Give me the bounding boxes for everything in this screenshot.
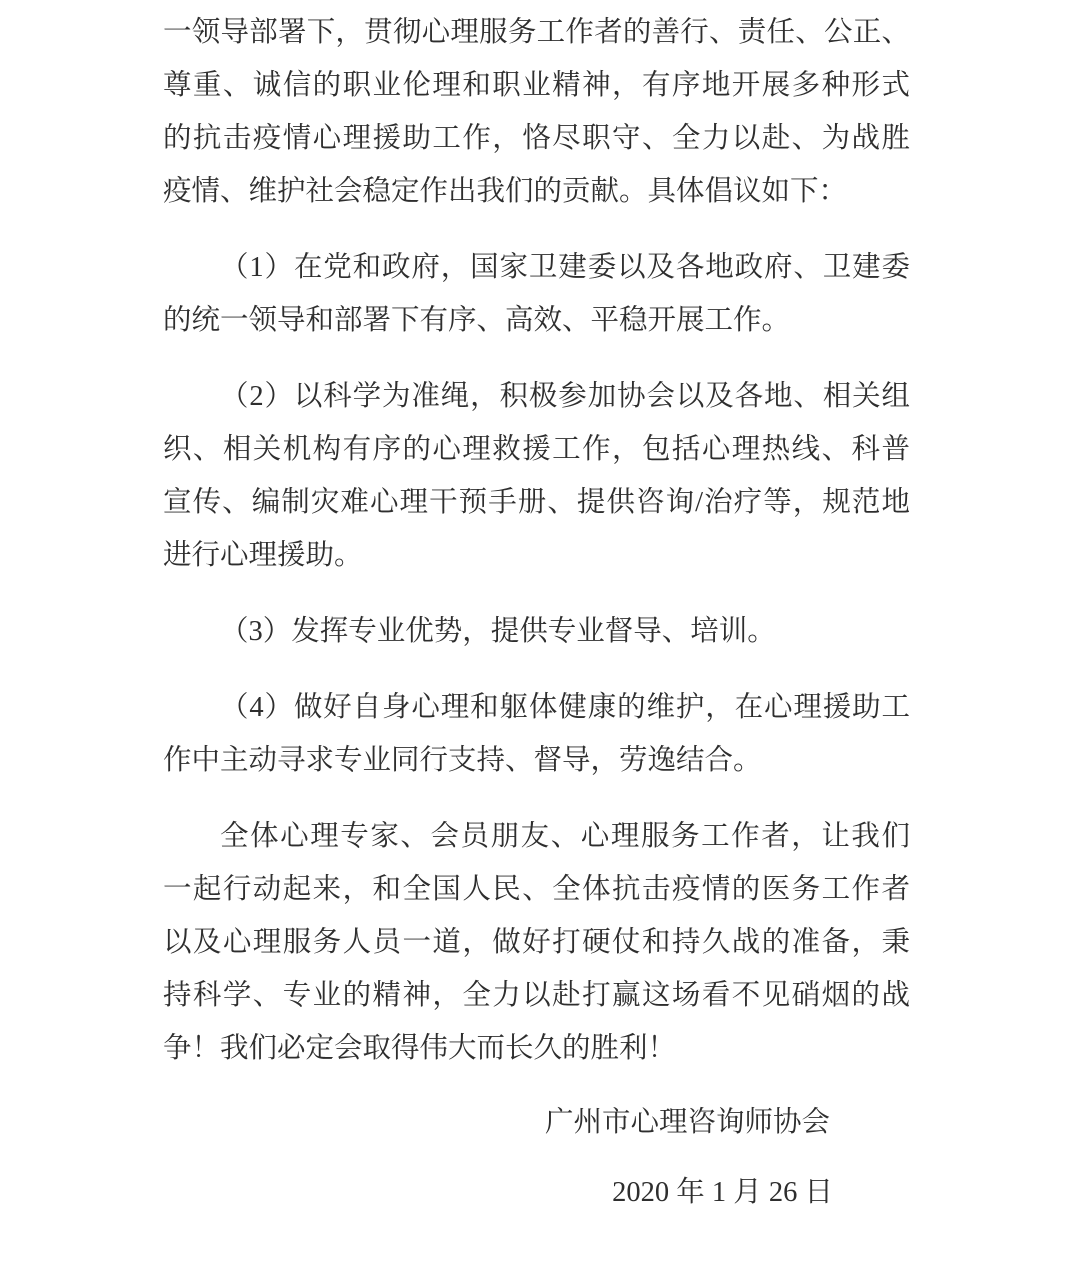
- text-line: 的统一领导和部署下有序、高效、平稳开展工作。: [163, 305, 791, 336]
- paragraph-closing: [163, 810, 910, 1075]
- text-line: 一领导部署下，贯彻心理服务工作者的善行、责任、公正、: [163, 17, 910, 48]
- text-line: 争！我们必定会取得伟大而长久的胜利！: [163, 1033, 677, 1064]
- date-block: [163, 1166, 910, 1219]
- text-line: （2）以科学为准绳，积极参加协会以及各地、相关组: [220, 381, 910, 412]
- paragraph-item-2: [163, 370, 910, 582]
- text-line: 进行心理援助。: [163, 540, 363, 571]
- text-line: 全体心理专家、会员朋友、心理服务工作者，让我们: [220, 821, 910, 852]
- paragraph-continuation: [163, 6, 910, 218]
- text-line: 的抗击疫情心理援助工作，恪尽职守、全力以赴、为战胜: [163, 123, 910, 154]
- text-line: 疫情、维护社会稳定作出我们的贡献。具体倡议如下：: [163, 176, 848, 207]
- text-line: （4）做好自身心理和躯体健康的维护，在心理援助工: [220, 692, 910, 723]
- text-line: 作中主动寻求专业同行支持、督导，劳逸结合。: [163, 745, 762, 776]
- signature: 广州市心理咨询师协会: [544, 1107, 830, 1138]
- signature-block: [163, 1096, 910, 1149]
- paragraph-item-1: [163, 241, 910, 347]
- paragraph-item-3: [163, 605, 910, 658]
- date: 2020 年 1 月 26 日: [612, 1177, 833, 1208]
- text-line: （1）在党和政府，国家卫建委以及各地政府、卫建委: [220, 252, 910, 283]
- paragraph-item-4: [163, 681, 910, 787]
- text-line: 织、相关机构有序的心理救援工作，包括心理热线、科普: [163, 434, 910, 465]
- text-line: 持科学、专业的精神，全力以赴打赢这场看不见硝烟的战: [163, 980, 910, 1011]
- text-line: 以及心理服务人员一道，做好打硬仗和持久战的准备，秉: [163, 927, 910, 958]
- text-line: 宣传、编制灾难心理干预手册、提供咨询/治疗等，规范地: [163, 487, 910, 518]
- text-line: （3）发挥专业优势，提供专业督导、培训。: [220, 616, 776, 647]
- text-line: 一起行动起来，和全国人民、全体抗击疫情的医务工作者: [163, 874, 910, 905]
- text-line: 尊重、诚信的职业伦理和职业精神，有序地开展多种形式: [163, 70, 910, 101]
